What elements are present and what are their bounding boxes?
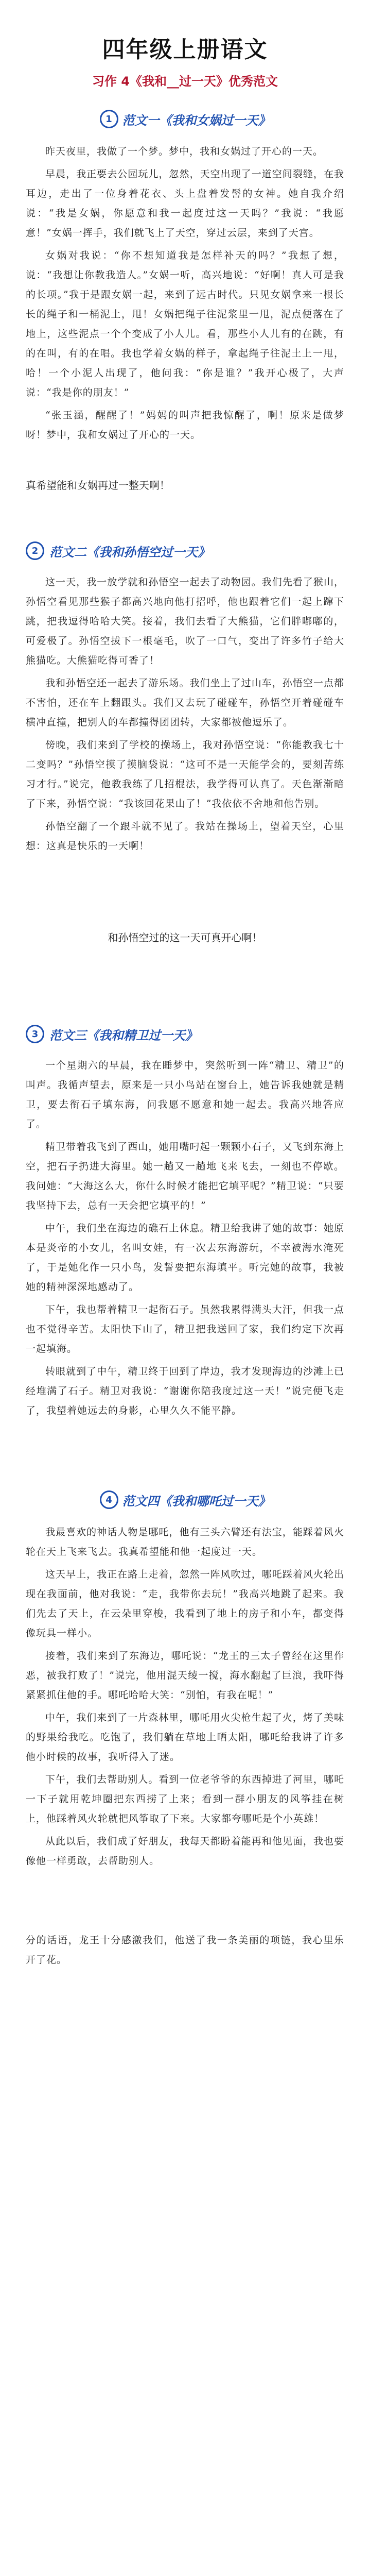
page-subtitle: 习作 4《我和__过一天》优秀范文 bbox=[92, 74, 278, 89]
section-number-icon: 2 bbox=[26, 541, 44, 560]
section-note: 真希望能和女娲再过一整天啊！ bbox=[26, 479, 170, 492]
section-number-icon: 1 bbox=[100, 110, 118, 128]
section-number-icon: 4 bbox=[100, 1490, 118, 1509]
paragraph: 傍晚，我们来到了学校的操场上，我对孙悟空说：“你能教我七十二变吗？”孙悟空摸了摸脑袋说：“这可不是一天能学会的，要刻苦练习才行。”说完，他教我练了几招棍法，我学得可认真了。天色渐渐暗了下来，孙悟空说：“我该回花果山了！”我依依不舍地和他告别。 bbox=[26, 739, 344, 809]
page-title: 四年级上册语文 bbox=[102, 37, 268, 63]
paragraph: 我和孙悟空还一起去了游乐场。我们坐上了过山车，孙悟空一点都不害怕，还在车上翻跟头。我们又去玩了碰碰车，孙悟空开着碰碰车横冲直撞，把别人的车都撞得团团转，大家都被他逗乐了。 bbox=[26, 677, 344, 728]
paragraph: 下午，我们去帮助别人。看到一位老爷爷的东西掉进了河里，哪吒一下子就用乾坤圈把东西捞了上来；看到一群小朋友的风筝挂在树上，他踩着风火轮就把风筝取了下来。大家都夸哪吒是个小英雄！ bbox=[26, 1774, 344, 1824]
paragraph: 中午，我们坐在海边的礁石上休息。精卫给我讲了她的故事：她原本是炎帝的小女儿，名叫女娃，有一次去东海游玩，不幸被海水淹死了，于是她化作一只小鸟，发誓要把东海填平。听完她的故事，我被她的精神深深地感动了。 bbox=[26, 1223, 344, 1293]
paragraph: 从此以后，我们成了好朋友，我每天都盼着能再和他见面，我也要像他一样勇敢，去帮助别人。 bbox=[26, 1836, 344, 1867]
paragraph: 早晨，我正要去公园玩儿，忽然，天空出现了一道空间裂缝，在我耳边，走出了一位身着花衣、头上盘着发髻的女神。她自我介绍说：“我是女娲，你愿意和我一起度过这一天吗？”我说：“我愿意！”女娲一挥手，我们就飞上了天空，穿过云层，来到了天宫。 bbox=[26, 168, 344, 239]
section-heading bbox=[26, 541, 344, 560]
spacer bbox=[26, 1423, 344, 1490]
section-heading bbox=[26, 110, 344, 128]
section-title: 范文二《我和孙悟空过一天》 bbox=[49, 544, 210, 560]
section-title: 范文一《我和女娲过一天》 bbox=[122, 112, 271, 128]
paragraph: “张玉涵，醒醒了！”妈妈的叫声把我惊醒了，啊！原来是做梦呀！梦中，我和女娲过了开心的一天。 bbox=[26, 410, 344, 440]
paragraph: 这一天，我一放学就和孙悟空一起去了动物园。我们先看了猴山，孙悟空看见那些猴子都高兴地向他打招呼，他也跟着它们一起上蹿下跳，把我逗得哈哈大笑。接着，我们去看了大熊猫，它们胖嘟嘟的，可爱极了。孙悟空拔下一根毫毛，吹了一口气，变出了许多竹子给大熊猫吃。大熊猫吃得可香了！ bbox=[26, 577, 344, 666]
paragraph: 分的话语，龙王十分感激我们，他送了我一条美丽的项链，我心里乐开了花。 bbox=[26, 1935, 344, 1965]
paragraph: 精卫带着我飞到了西山，她用嘴叼起一颗颗小石子，又飞到东海上空，把石子扔进大海里。她一趟又一趟地飞来飞去，一刻也不停歇。我问她：“大海这么大，你什么时候才能把它填平呢？”精卫说：“只要我坚持下去，总有一天会把它填平的！” bbox=[26, 1141, 344, 1211]
section-title: 范文四《我和哪吒过一天》 bbox=[122, 1493, 271, 1509]
paragraph: 昨天夜里，我做了一个梦。梦中，我和女娲过了开心的一天。 bbox=[45, 146, 324, 157]
paragraph: 中午，我们来到了一片森林里，哪吒用火尖枪生起了火，烤了美味的野果给我吃。吃饱了，我们躺在草地上晒太阳，哪吒给我讲了许多他小时候的故事，我听得入了迷。 bbox=[26, 1712, 344, 1762]
section-note: 和孙悟空过的这一天可真开心啊！ bbox=[108, 931, 262, 944]
paragraph: 下午，我也帮着精卫一起衔石子。虽然我累得满头大汗，但我一点也不觉得辛苦。太阳快下山了，精卫把我送回了家，我们约定下次再一起填海。 bbox=[26, 1304, 344, 1354]
section-heading bbox=[26, 1025, 344, 1043]
spacer bbox=[26, 1874, 344, 1930]
paragraph: 孙悟空翻了一个跟斗就不见了。我站在操场上，望着天空，心里想：这真是快乐的一天啊！ bbox=[26, 821, 344, 852]
paragraph: 女娲对我说：“你不想知道我是怎样补天的吗？”我想了想，说：“我想让你教我造人。”女娲一听，高兴地说：“好啊！真人可是我的长项。”我于是跟女娲一起，来到了远古时代。只见女娲拿来一根长长的绳子和一桶泥土，甩！女娲把绳子往泥浆里一甩，泥点便落在了地上，这些泥点一个个变成了小人儿。看，那些小人儿有的在跳，有的在叫，有的在唱。我也学着女娲的样子，拿起绳子往泥土上一甩，哈！一个小泥人出现了，他问我：“你是谁？”我开心极了，大声说：“我是你的朋友！” bbox=[26, 250, 344, 398]
paragraph: 转眼就到了中午，精卫终于回到了岸边，我才发现海边的沙滩上已经堆满了石子。精卫对我说：“谢谢你陪我度过这一天！”说完便飞走了，我望着她远去的身影，心里久久不能平静。 bbox=[26, 1366, 344, 1416]
section-number-icon: 3 bbox=[26, 1025, 44, 1043]
section-heading bbox=[26, 1490, 344, 1509]
section-title: 范文三《我和精卫过一天》 bbox=[49, 1027, 198, 1043]
paragraph: 一个星期六的早晨，我在睡梦中，突然听到一阵“精卫、精卫”的叫声。我循声望去，原来是一只小鸟站在窗台上，她告诉我她就是精卫，要去衔石子填东海，问我愿不愿意和她一起去。我高兴地答应了。 bbox=[26, 1060, 344, 1130]
paragraph: 我最喜欢的神话人物是哪吒，他有三头六臂还有法宝，能踩着风火轮在天上飞来飞去。我真希望能和他一起度过一天。 bbox=[26, 1527, 344, 1557]
paragraph: 接着，我们来到了东海边，哪吒说：“龙王的三太子曾经在这里作恶，被我打败了！”说完，他用混天绫一搅，海水翻起了巨浪，我吓得紧紧抓住他的手。哪吒哈哈大笑：“别怕，有我在呢！” bbox=[26, 1650, 344, 1701]
paragraph: 这天早上，我正在路上走着，忽然一阵风吹过，哪吒踩着风火轮出现在我面前，他对我说：“走，我带你去玩！”我高兴地跳了起来。我们先去了天上，在云朵里穿梭，我看到了地上的房子和小车，都变得像玩具一样小。 bbox=[26, 1569, 344, 1639]
